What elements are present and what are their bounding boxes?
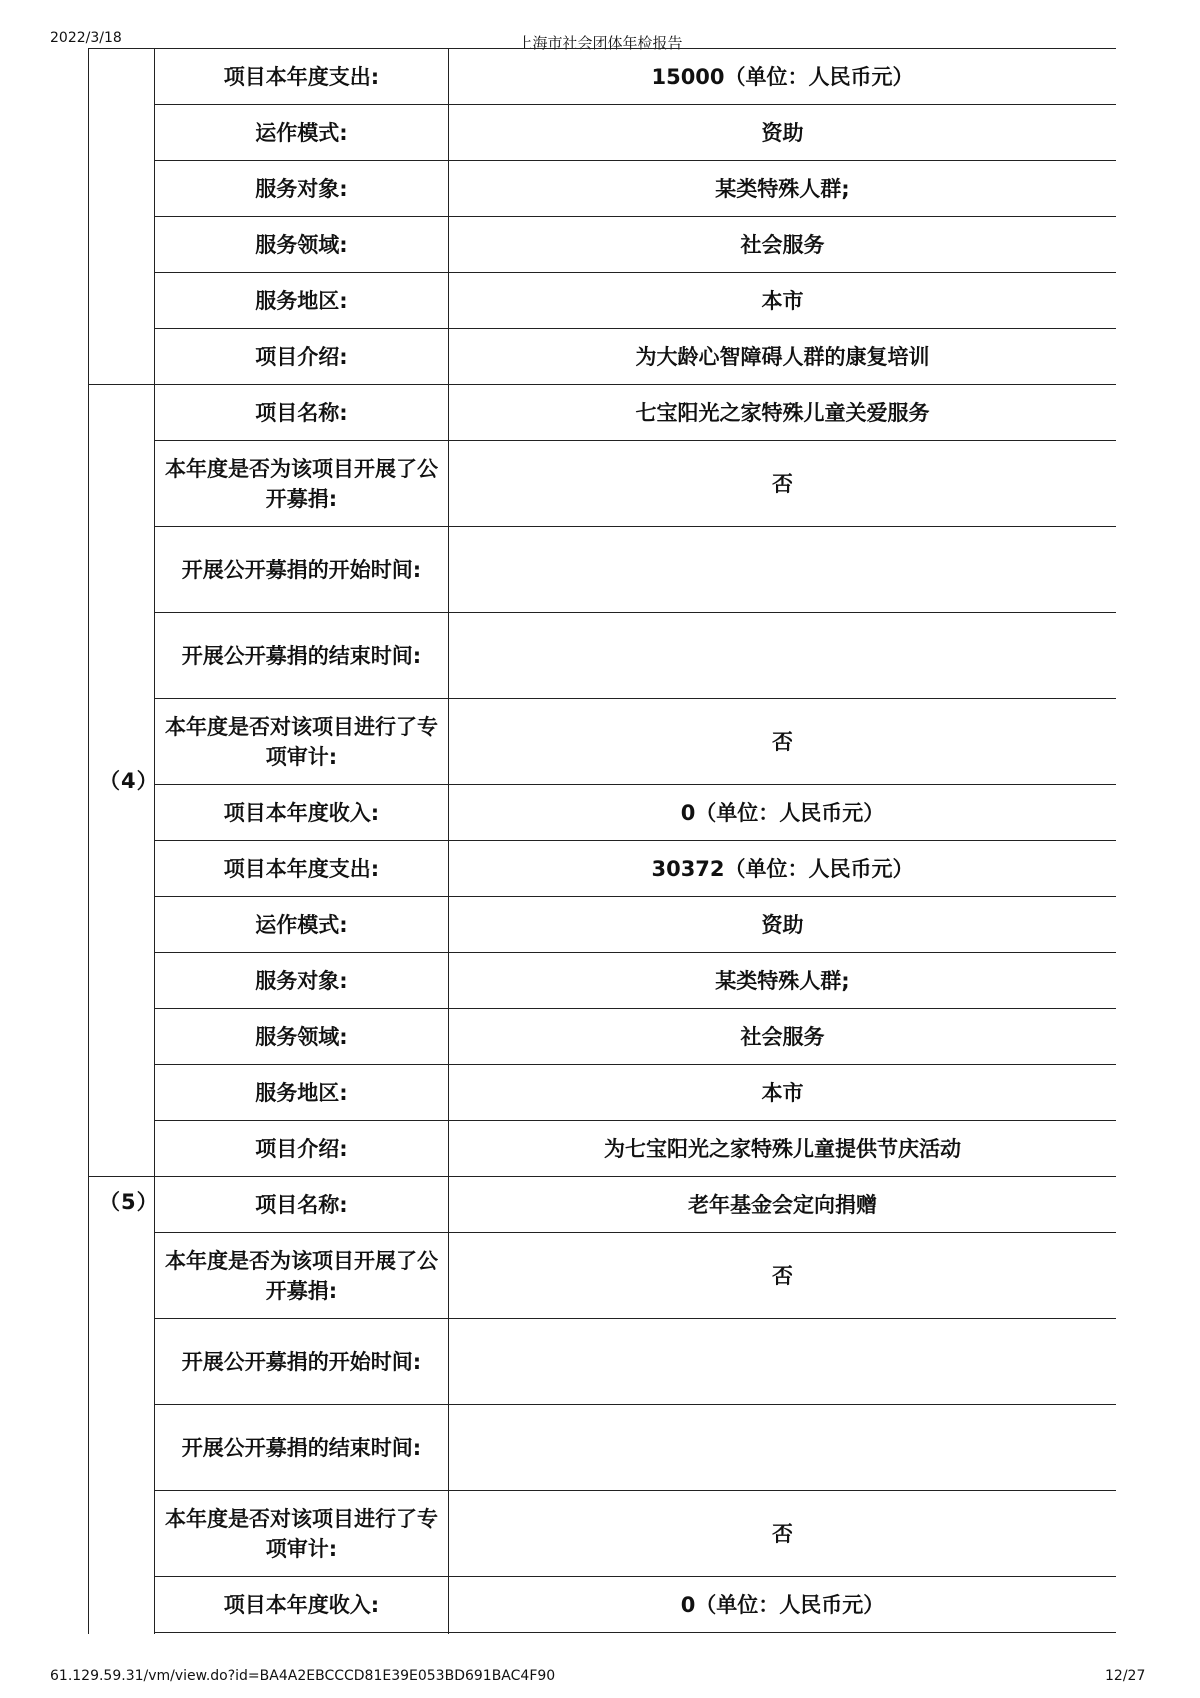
field-value: 否 [449, 1491, 1117, 1577]
table-row [89, 1009, 1117, 1065]
field-value: 0（单位：人民币元） [449, 785, 1117, 841]
table-row [89, 1233, 1117, 1319]
field-value: 否 [449, 441, 1117, 527]
project-index-4: （4） [89, 385, 155, 1177]
table-row [89, 1491, 1117, 1577]
field-value [449, 527, 1117, 613]
table-row [89, 897, 1117, 953]
table-row [89, 613, 1117, 699]
field-value: 否 [449, 1233, 1117, 1319]
field-value: 资助 [449, 897, 1117, 953]
field-label: 项目名称: [155, 385, 449, 441]
field-label: 服务地区: [155, 1065, 449, 1121]
field-value: 30372（单位：人民币元） [449, 841, 1117, 897]
table-row [89, 441, 1117, 527]
field-label: 服务领域: [155, 217, 449, 273]
field-label: 本年度是否对该项目进行了专项审计: [155, 699, 449, 785]
field-label: 服务对象: [155, 953, 449, 1009]
table-row [89, 1121, 1117, 1177]
field-value: 为七宝阳光之家特殊儿童提供节庆活动 [449, 1121, 1117, 1177]
field-label: 本年度是否为该项目开展了公开募捐: [155, 1233, 449, 1319]
field-value [449, 1405, 1117, 1491]
field-label: 服务对象: [155, 161, 449, 217]
field-value [449, 613, 1117, 699]
table-row [89, 1065, 1117, 1121]
field-label: 服务领域: [155, 1009, 449, 1065]
field-label: 开展公开募捐的结束时间: [155, 1405, 449, 1491]
field-value: 某类特殊人群; [449, 953, 1117, 1009]
field-label: 项目本年度支出: [155, 841, 449, 897]
project-index-5: （5） [89, 1177, 155, 1635]
field-value [449, 1319, 1117, 1405]
field-value: 七宝阳光之家特殊儿童关爱服务 [449, 385, 1117, 441]
field-label: 项目名称: [155, 1177, 449, 1233]
field-label: 项目介绍: [155, 1121, 449, 1177]
field-label-continued [155, 1633, 449, 1635]
field-label: 本年度是否为该项目开展了公开募捐: [155, 441, 449, 527]
project-table [88, 48, 1116, 1634]
print-date: 2022/3/18 [50, 30, 122, 46]
table-row [89, 385, 1117, 441]
table-row [89, 105, 1117, 161]
field-value: 本市 [449, 273, 1117, 329]
field-value: 老年基金会定向捐赠 [449, 1177, 1117, 1233]
field-label: 开展公开募捐的开始时间: [155, 1319, 449, 1405]
table-row [89, 527, 1117, 613]
page-number: 12/27 [1105, 1668, 1146, 1684]
field-value: 本市 [449, 1065, 1117, 1121]
field-value: 为大龄心智障碍人群的康复培训 [449, 329, 1117, 385]
project-index-cell [89, 49, 155, 385]
document-title: 上海市社会团体年检报告 [517, 34, 683, 52]
table-row [89, 1177, 1117, 1233]
table-row [89, 1319, 1117, 1405]
table-row [89, 841, 1117, 897]
field-value-continued [449, 1633, 1117, 1635]
field-label: 项目介绍: [155, 329, 449, 385]
field-value: 资助 [449, 105, 1117, 161]
field-label: 本年度是否对该项目进行了专项审计: [155, 1491, 449, 1577]
report-table-container [88, 48, 1116, 1634]
table-row [89, 217, 1117, 273]
field-value: 某类特殊人群; [449, 161, 1117, 217]
field-label: 项目本年度支出: [155, 49, 449, 105]
table-row [89, 785, 1117, 841]
table-row [89, 1405, 1117, 1491]
page-url: 61.129.59.31/vm/view.do?id=BA4A2EBCCCD81E39E053BD691BAC4F90 [50, 1668, 556, 1684]
field-label: 运作模式: [155, 105, 449, 161]
field-value: 否 [449, 699, 1117, 785]
table-row-continued [89, 1633, 1117, 1635]
field-value: 社会服务 [449, 1009, 1117, 1065]
table-row [89, 161, 1117, 217]
table-row [89, 329, 1117, 385]
table-row [89, 273, 1117, 329]
field-label: 项目本年度收入: [155, 785, 449, 841]
table-row [89, 699, 1117, 785]
table-row [89, 953, 1117, 1009]
field-label: 运作模式: [155, 897, 449, 953]
field-label: 开展公开募捐的开始时间: [155, 527, 449, 613]
field-label: 服务地区: [155, 273, 449, 329]
field-label: 项目本年度收入: [155, 1577, 449, 1633]
field-value: 0（单位：人民币元） [449, 1577, 1117, 1633]
field-label: 开展公开募捐的结束时间: [155, 613, 449, 699]
table-row [89, 1577, 1117, 1633]
field-value: 15000（单位：人民币元） [449, 49, 1117, 105]
table-row [89, 49, 1117, 105]
field-value: 社会服务 [449, 217, 1117, 273]
